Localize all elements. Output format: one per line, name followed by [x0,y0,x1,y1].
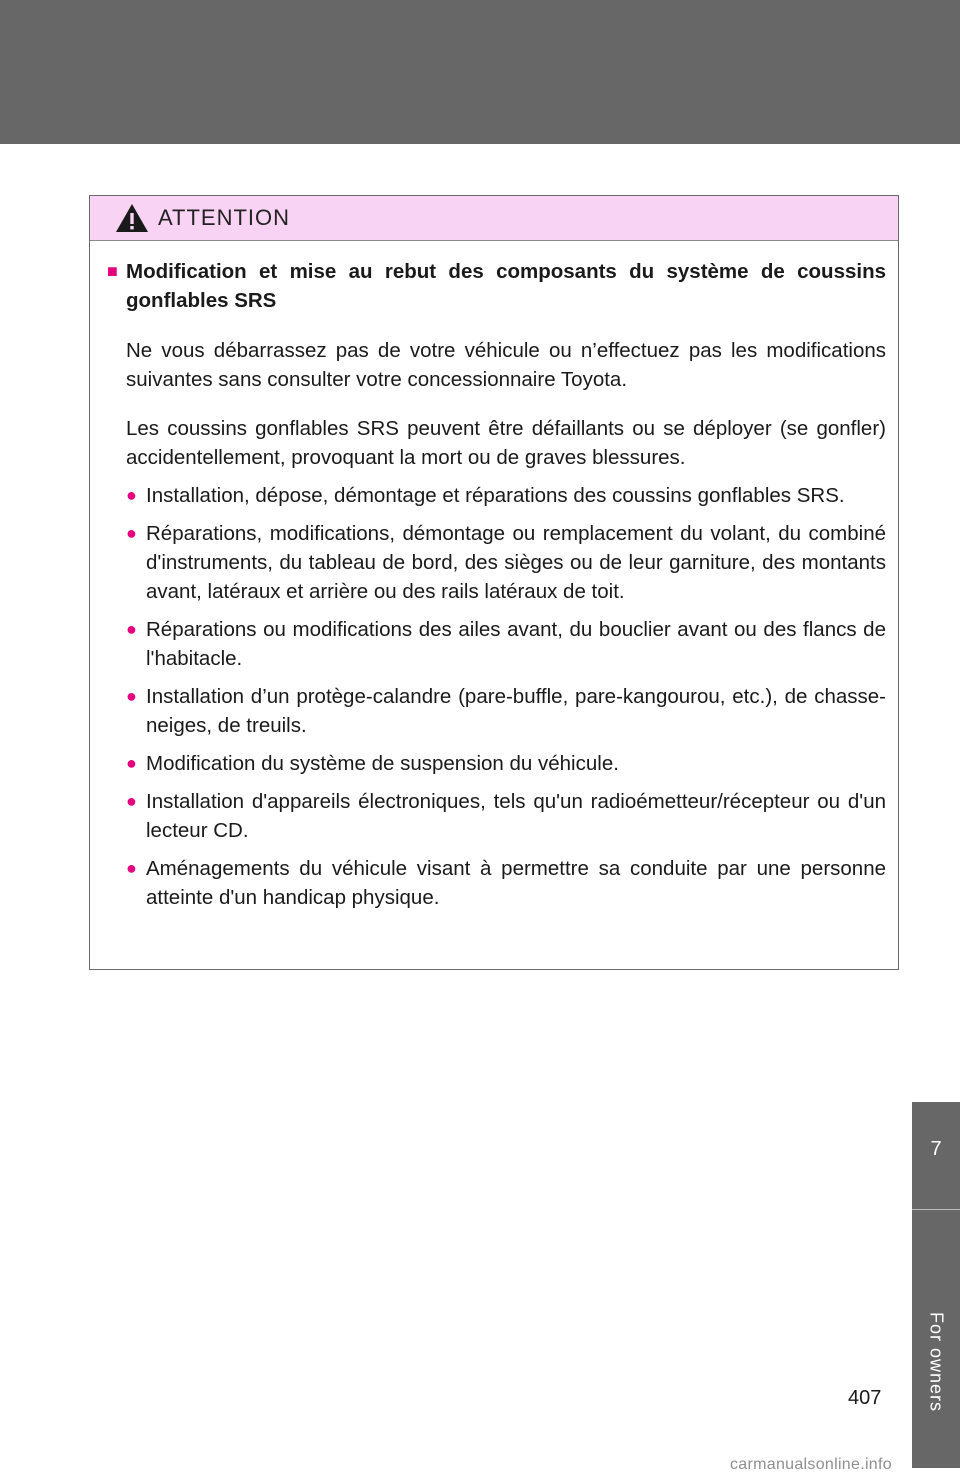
warning-triangle-icon [114,202,150,234]
chapter-label: For owners [926,1311,947,1413]
circle-bullet-icon: ● [126,753,137,773]
list-item-text: Réparations ou modifications des ailes avant, du bouclier avant ou des flancs de l'habitacle. [146,618,886,670]
list-item-text: Aménagements du véhicule visant à permettre sa conduite par une personne atteinte d'un handicap physique. [146,857,886,909]
list-item [126,749,886,778]
list-item [126,787,886,845]
circle-bullet-icon: ● [126,791,137,811]
circle-bullet-icon: ● [126,523,137,543]
watermark: carmanualsonline.info [730,1456,892,1473]
list-item-text: Installation d’un protège-calandre (pare-buffle, pare-kangourou, etc.), de chasse-neiges, de treuils. [146,685,886,737]
chapter-side-tab [912,1102,960,1468]
attention-box [89,195,899,970]
list-item-text: Installation d'appareils électroniques, tels qu'un radioémetteur/récepteur ou d'un lecteur CD. [146,790,886,842]
list-item-text: Installation, dépose, démontage et réparations des coussins gonflables SRS. [146,484,845,507]
intro-paragraph-1: Ne vous débarrassez pas de votre véhicule ou n’effectuez pas les modifications suivantes sans consulter votre concessionnaire Toyota. [126,338,886,391]
list-item [126,519,886,606]
page-number: 407 [848,1387,882,1409]
header-band [0,0,960,144]
circle-bullet-icon: ● [126,619,137,639]
attention-title: ATTENTION [158,205,291,230]
list-item [126,854,886,912]
list-item-text: Modification du système de suspension du véhicule. [146,752,619,775]
side-tab-divider [912,1209,960,1210]
circle-bullet-icon: ● [126,686,137,706]
attention-header [90,196,898,241]
circle-bullet-icon: ● [126,485,137,505]
section-heading [107,257,886,315]
chapter-number: 7 [930,1138,942,1160]
section-heading-text: Modification et mise au rebut des composants du système de coussins gonflables SRS [126,260,886,312]
intro-paragraph-2: Les coussins gonflables SRS peuvent être défaillants ou se déployer (se gonfler) accidentellement, provoquant la mort ou de graves blessures. [126,417,886,469]
square-bullet-icon: ■ [107,261,118,281]
list-item [126,615,886,673]
circle-bullet-icon: ● [126,858,137,878]
attention-body [90,241,898,912]
list-item-text: Réparations, modifications, démontage ou remplacement du volant, du combiné d'instruments, du tableau de bord, des sièges ou de leur garniture, des montants avant, latéraux et arrière ou des rails latéraux de toit. [146,522,886,603]
list-item [126,481,886,510]
list-item [126,682,886,740]
